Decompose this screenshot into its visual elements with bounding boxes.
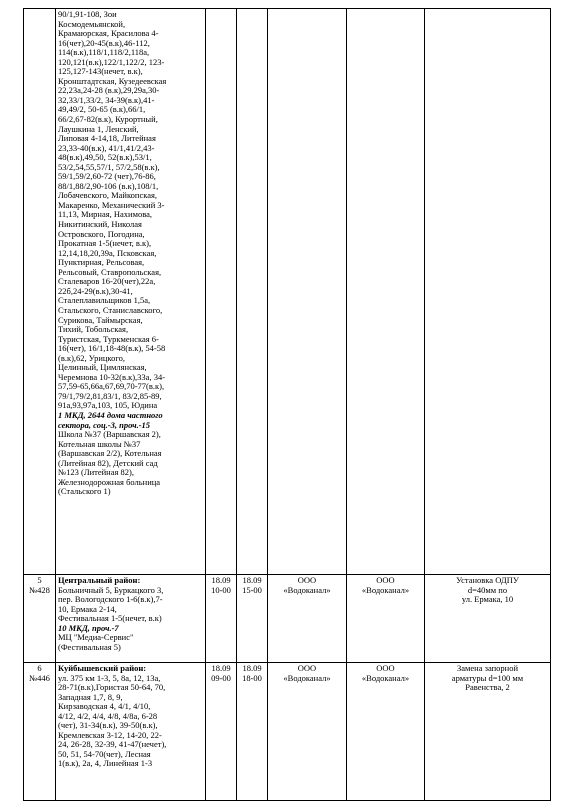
end-time: 15-00 (242, 584, 262, 595)
row-number-cell (24, 9, 56, 575)
objects-summary: 1 МКД, 2644 дома частного (58, 409, 163, 420)
row-number-cell (24, 663, 56, 801)
work-description-cell (425, 575, 551, 663)
start-date: 18.09 (211, 575, 231, 585)
social-object-line: №123 (Литейная 82), (58, 467, 134, 478)
objects-summary: 10 МКД, проч.-7 (58, 622, 119, 633)
start-date: 18.09 (211, 663, 231, 673)
address-line: Пунктирная, Рельсовая, (58, 257, 145, 268)
address-line: 50, 51, 54-70(чет), Лесная (58, 748, 151, 759)
address-line: 49,49/2, 50-65 (в.к),66/1, (58, 104, 146, 115)
address-line: пер. Вологодского 1-6(в.к),7- (58, 594, 163, 605)
executor-name: «Водоканал» (283, 672, 331, 683)
row-number-cell (24, 575, 56, 663)
address-line: 59/1,59/2,60-72 (чет),76-86, (58, 171, 156, 182)
address-line: Крамаюрская, Красилова 4- (58, 28, 159, 39)
social-object-line: Школа №37 (Варшавская 2), (58, 429, 161, 440)
address-line: Кирзаводская 4, 4/1, 4/10, (58, 701, 151, 712)
address-line: Лаушкина 1, Ленский, (58, 123, 139, 134)
end-cell (237, 9, 268, 575)
address-line: Туристская, Туркменская 6- (58, 333, 159, 344)
social-object-line: Котельная школы №37 (58, 438, 141, 449)
social-object-line: (Варшавская 2/2), Котельная (58, 448, 162, 459)
executor-cell (268, 663, 347, 801)
work-line: ул. Ермака, 10 (461, 594, 514, 605)
address-line: 12,14,18,20,39а, Псковская, (58, 247, 157, 258)
address-line: 125,127-143(нечет, в.к), (58, 66, 143, 77)
owner-cell (347, 9, 425, 575)
address-line: 91а,93,97а,103, 105, Юдина (58, 400, 158, 411)
address-line: 4/12, 4/2, 4/4, 4/8, 4/8а, 6-28 (58, 710, 158, 721)
address-line: Больничный 5, Буркацкого 3, (58, 584, 164, 595)
address-line: Сталеваров 16-20(чет),22а, (58, 276, 156, 287)
address-line: 22,23а,24-28 (в.к),29,29а,30- (58, 85, 160, 96)
address-line: Прокатная 1-5(нечет, в.к), (58, 238, 152, 249)
objects-summary: сектора, соц.-3, проч.-15 (58, 419, 151, 430)
request-code: №428 (29, 584, 50, 595)
owner-cell (347, 575, 425, 663)
address-line: 10, Ермака 2-14, (58, 603, 117, 614)
executor-name: ООО (297, 663, 317, 673)
executor-name: «Водоканал» (283, 584, 331, 595)
owner-name: «Водоканал» (361, 672, 410, 683)
row-number: 6 (37, 663, 42, 673)
address-line: Сталеплавильщиков 1,5а, (58, 295, 151, 306)
social-object-line: (Стальского 1) (58, 486, 111, 497)
address-cell (56, 9, 206, 575)
work-line: Замена запорной (456, 663, 519, 673)
social-object-line: (Литейная 82), Детский сад (58, 457, 158, 468)
address-line: 90/1,91-108, Зои (58, 9, 117, 19)
request-code: №446 (29, 672, 50, 683)
address-line: Целинный, Цимлянская, (58, 362, 147, 373)
table-row (24, 663, 551, 801)
address-line: 1(в.к), 2а, 4, Линейная 1-3 (58, 758, 153, 769)
address-line: 79/1,79/2,81,83/1, 83/2,85-89, (58, 390, 162, 401)
address-line: 23,33-40(в.к), 41/1,41/2,43- (58, 142, 155, 153)
address-line: 66/2,67-82(в.к), Курортный, (58, 114, 158, 125)
address-line: 32,33/1,33/2, 34-39(в.к),41- (58, 94, 155, 105)
executor-name: ООО (297, 575, 317, 585)
end-cell (237, 663, 268, 801)
address-line: Кремлевская 3-12, 14-20, 22- (58, 729, 162, 740)
work-line: d=40мм по (467, 584, 508, 595)
owner-name: ООО (376, 663, 395, 673)
row-number: 5 (37, 575, 42, 585)
address-line: (в.к),62, Урицкого, (58, 352, 126, 363)
start-time: 10-00 (211, 584, 231, 595)
executor-cell (268, 9, 347, 575)
district-name: Центральный район: (58, 575, 141, 585)
executor-cell (268, 575, 347, 663)
end-time: 18-00 (242, 672, 262, 683)
address-line: 48(в.к),49,50, 52(в.к),53/1, (58, 152, 152, 163)
address-line: 88/1,88/2,90-106 (в.к),108/1, (58, 180, 159, 191)
owner-name: «Водоканал» (361, 584, 410, 595)
end-date: 18.09 (242, 663, 262, 673)
address-cell (56, 575, 206, 663)
address-line: 24, 26-28, 32-39, 41-47(нечет), (58, 739, 167, 750)
start-time: 09-00 (211, 672, 231, 683)
address-line: Фестивальная 1-5(нечет, в.к) (58, 613, 162, 624)
address-line: 28-71(в.к),Гористая 50-64, 70, (58, 682, 166, 693)
social-object-line: Железнодорожная больница (58, 476, 161, 487)
address-line: Никитинский, Николая (58, 219, 142, 230)
address-line: Макаренко, Механический 3- (58, 199, 165, 210)
address-line: 16(чет), 16/1,18-48(в.к), 54-58 (58, 343, 166, 354)
address-line: 22б,24-29(в.к),30-41, (58, 285, 133, 296)
address-line: 53/2,54,55,57/1, 57/2,58(в.к), (58, 161, 160, 172)
address-line: Рельсовый, Ставропольская, (58, 266, 162, 277)
address-line: Островского, Погодина, (58, 228, 145, 239)
address-line: (чет), 31-34(в.к), 39-50(в.к), (58, 720, 158, 731)
start-cell (206, 663, 237, 801)
owner-cell (347, 663, 425, 801)
address-line: Кронштадтская, Кузедеевская (58, 75, 167, 86)
address-line: Тихий, Тобольская, (58, 324, 129, 335)
end-date: 18.09 (242, 575, 262, 585)
address-cell (56, 663, 206, 801)
district-name: Куйбышевский район: (58, 663, 147, 673)
work-line: Равенства, 2 (465, 682, 510, 693)
owner-name: ООО (376, 575, 395, 585)
end-cell (237, 575, 268, 663)
address-line: Западная 1,7, 8, 9, (58, 691, 123, 702)
address-line: Стальского, Станиславского, (58, 304, 163, 315)
table-row (24, 9, 551, 575)
address-line: Космодемьянской, (58, 18, 126, 29)
start-cell (206, 9, 237, 575)
address-line: 114(в.к),118/1,118/2,118а, (58, 47, 150, 58)
address-line: Лобачевского, Майкопская, (58, 190, 158, 201)
address-line: 120,121(в.к),122/1,122/2, 123- (58, 56, 165, 67)
outage-table (23, 8, 551, 801)
address-line: Черемнова 10-32(в.к),33а, 34- (58, 371, 166, 382)
social-object-line: МЦ "Медиа-Сервис" (58, 632, 134, 643)
work-line: арматуры d=100 мм (451, 672, 524, 683)
address-line: 57,59-65,66а,67,69,70-77(в.к), (58, 381, 165, 392)
start-cell (206, 575, 237, 663)
work-line: Установка ОДПУ (456, 575, 519, 585)
work-description-cell (425, 663, 551, 801)
address-line: 11,13, Мирная, Нахимова, (58, 209, 153, 220)
address-line: Сурикова, Таймырская, (58, 314, 143, 325)
address-line: Липовая 4-14,18, Литейная (58, 133, 156, 144)
address-line: ул. 375 км 1-3, 5, 8а, 12, 13а, (58, 672, 161, 683)
social-object-line: (Фестивальная 5) (58, 641, 121, 652)
work-description-cell (425, 9, 551, 575)
address-line: 16(чет),20-45(в.к),46-112, (58, 37, 150, 48)
table-row (24, 575, 551, 663)
